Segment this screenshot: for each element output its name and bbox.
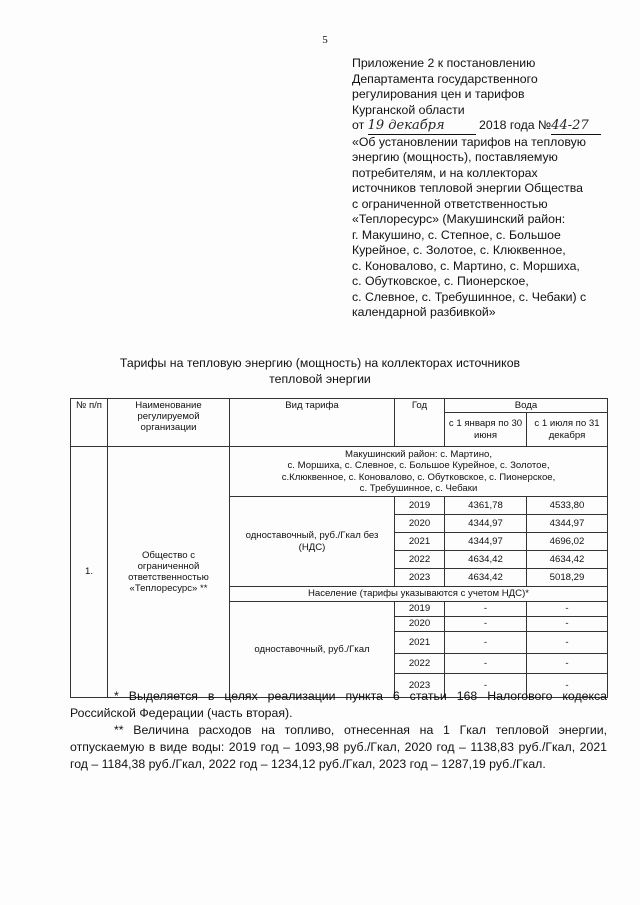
subject-line: с ограниченной ответственностью: [352, 196, 548, 211]
value-cell: 4344,97: [527, 515, 608, 533]
tariff-table: [70, 398, 608, 698]
header-year: Год: [395, 399, 445, 447]
year-cell: 2023: [395, 674, 445, 698]
value-cell: 4361,78: [445, 497, 527, 515]
header-tariff-type: Вид тарифа: [230, 399, 395, 447]
appendix-line: регулирования цен и тарифов: [352, 87, 525, 101]
value-cell: -: [527, 674, 608, 698]
header-period-1: с 1 января по 30 июня: [445, 413, 527, 447]
year-cell: 2021: [395, 632, 445, 654]
region-description: [230, 447, 608, 497]
row-number: 1.: [71, 447, 108, 698]
subject-line: «Об установлении тарифов на тепловую: [352, 134, 586, 149]
subject-line: Курейное, с. Золотое, с. Клюквенное,: [352, 243, 566, 257]
region-line: с.Клюквенное, с. Коновалово, с. Обутковское, с. Пионерское,: [281, 471, 556, 483]
year-cell: 2022: [395, 654, 445, 674]
header-period-2: с 1 июля по 31 декабря: [527, 413, 608, 447]
header-num: № п/п: [71, 399, 108, 447]
value-cell: -: [527, 617, 608, 632]
subject-line: календарной разбивкой»: [352, 305, 496, 319]
value-cell: 4634,42: [445, 569, 527, 587]
footnote-fuel-costs: ** Величина расходов на топливо, отнесенная на 1 Гкал тепловой энергии, отпускаемую в виде воды: 2019 год – 1093,98 руб./Гкал, 2020 год – 1138,83 руб./Гкал, 2021 год – 1184,38 руб./Гкал, 2022 год – 1234,12 руб./Гкал, 2023 год – 1287,19 руб./Гкал.: [70, 723, 607, 771]
handwritten-number: 44-27: [551, 118, 589, 133]
value-cell: -: [445, 617, 527, 632]
tariff-type-cell: одноставочный, руб./Гкал: [230, 602, 395, 698]
year-cell: 2020: [395, 617, 445, 632]
appendix-line: Приложение 2 к постановлению: [352, 56, 536, 70]
subject-line: «Теплоресурс» (Макушинский район:: [352, 212, 566, 226]
title-line: Тарифы на тепловую энергию (мощность) на коллекторах источников: [119, 356, 521, 370]
title-line: тепловой энергии: [269, 371, 371, 386]
value-cell: -: [445, 674, 527, 698]
value-cell: 4634,42: [527, 551, 608, 569]
table-title: [90, 356, 550, 387]
year-cell: 2019: [395, 602, 445, 617]
year-cell: 2019: [395, 497, 445, 515]
year-cell: 2023: [395, 569, 445, 587]
resolution-date-line: [352, 118, 612, 135]
population-label: Население (тарифы указываются с учетом НДС)*: [230, 587, 608, 602]
year-cell: 2022: [395, 551, 445, 569]
footnote-vat: * Выделяется в целях реализации пункта 6 статьи 168 Налогового кодекса Российской Федерации (часть вторая).: [70, 689, 607, 720]
handwritten-number-field: [551, 118, 601, 135]
handwritten-date-field: [368, 118, 476, 135]
subject-line: потребителям, и на коллекторах: [352, 165, 538, 180]
subject-line: с. Слевное, с. Требушинное, с. Чебаки) с: [352, 289, 587, 304]
date-year: 2018 года №: [479, 118, 552, 132]
year-cell: 2020: [395, 515, 445, 533]
value-cell: -: [445, 632, 527, 654]
value-cell: 4696,02: [527, 533, 608, 551]
subject-line: энергию (мощность), поставляемую: [352, 150, 558, 164]
subject-line: источников тепловой энергии Общества: [352, 181, 583, 195]
appendix-line: Департамента государственного: [352, 71, 538, 86]
value-cell: 5018,29: [527, 569, 608, 587]
appendix-line: Курганской области: [352, 102, 465, 117]
year-cell: 2021: [395, 533, 445, 551]
subject-line: г. Макушино, с. Степное, с. Большое: [352, 227, 561, 242]
date-prefix: от: [352, 118, 365, 132]
value-cell: -: [445, 602, 527, 617]
header-organization: Наименование регулируемой организации: [108, 399, 230, 447]
region-line: с. Моршиха, с. Слевное, с. Большое Курейное, с. Золотое,: [287, 460, 550, 472]
value-cell: 4344,97: [445, 533, 527, 551]
handwritten-date: 19 декабря: [367, 118, 445, 133]
appendix-header: [352, 56, 612, 321]
value-cell: 4344,97: [445, 515, 527, 533]
value-cell: 4634,42: [445, 551, 527, 569]
value-cell: -: [527, 632, 608, 654]
subject-line: с. Обутковское, с. Пионерское,: [352, 274, 529, 288]
region-line: с. Требушинное, с. Чебаки: [359, 482, 478, 494]
organization-name: Общество с ограниченной ответственностью «Теплоресурс» **: [108, 447, 230, 698]
value-cell: -: [527, 602, 608, 617]
value-cell: -: [445, 654, 527, 674]
page-number: 5: [322, 34, 328, 46]
subject-line: с. Коновалово, с. Мартино, с. Моршиха,: [352, 258, 580, 273]
value-cell: 4533,80: [527, 497, 608, 515]
header-water: Вода: [445, 399, 608, 413]
tariff-type-cell: одноставочный, руб./Гкал без (НДС): [230, 497, 395, 587]
region-line: Макушинский район: с. Мартино,: [344, 449, 492, 461]
value-cell: -: [527, 654, 608, 674]
footnotes: [70, 688, 607, 773]
